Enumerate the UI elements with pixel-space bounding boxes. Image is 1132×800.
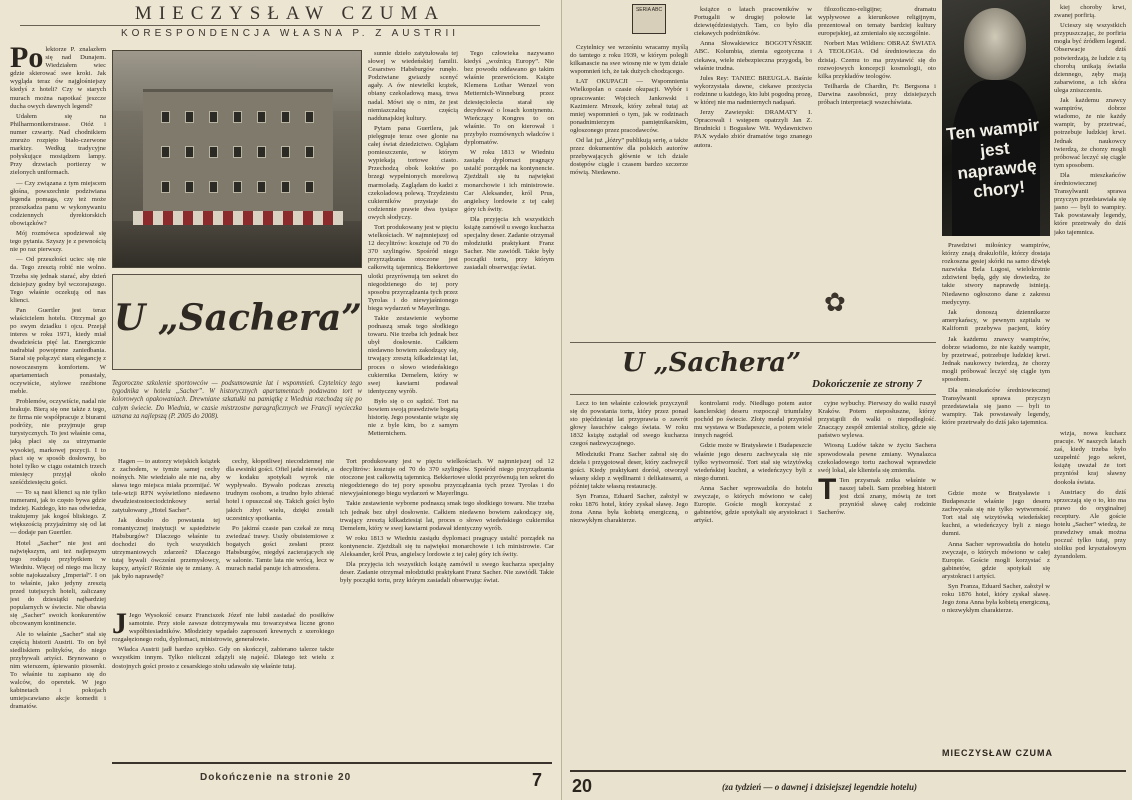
subheader: KORESPONDENCJA WŁASNA P. Z AUSTRII: [120, 28, 460, 39]
paragraph: Syn Franza, Eduard Sacher, założył w roku 1876 hotel, który zyskał sławę. Jego żona Anna była kobietą energiczną, o niezwykłym charakterze.: [942, 583, 1050, 615]
right-column-1: [570, 44, 688, 334]
paragraph: Gdzie może w Bratysławie i Budapeszcie właśnie jego deseru zachwycała się nie tylko wytworność. Tort stał się wizytówką wiedeńskiej kuchni, a wiedeńczycy byli z niego dumni.: [942, 490, 1050, 538]
page-number: 7: [532, 770, 543, 790]
paragraph: Wiosną Ludów także w życiu Sachera spowodowała pewne zmiany. Wynalazca czekoladowego tortu zachował wprawdzie swój lokal, ale klientela się zmieniła.: [818, 442, 936, 474]
paragraph: Hagen — to autorzy wiejskich książek z zachodem, w tymże samej cechy nośnych. Nie wiedziało ale nie na, aby sława tego miejsca miała przemijać. W tele-wizji RFN wyświetlono niedawno dwudziestostoeciodcinkowy serial zatytułowany „Hotel Sacher”.: [112, 458, 220, 514]
header-rule: [20, 25, 540, 26]
right-column-3: [818, 6, 936, 334]
paragraph: książce o latach pracowników w Portugalii w drugiej połowie lat dziewięćdziesiątych. Tam, co było dla ciekawych podróżników.: [694, 6, 812, 38]
paragraph: Jules Rey: TANIEC BREUGLA. Baśnie wykorzystała dawne, ciekawe przeżycia rodzinne u każdego, kto lubi pogodną prozę, w której nie ma nadmiernych nadąsań.: [694, 74, 812, 107]
continued-footer: Dokończenie na stronie 20: [200, 772, 352, 783]
paragraph: Lecz to ten właśnie człowiek przyczynił się do powstania tortu, który przez ponad sto pięćdziesiąt lat przyprawia o zawrót głowy łasuchów całego świata. W roku 1832 książę zażądał od swego kucharza czegoś nadzwyczajnego.: [570, 400, 688, 448]
photo-caption: Tegoroczne szkolenie sportowców — podsumowanie lat i wspomnień. Czytelnicy tego tygodnika w hotelu „Sacher”. W historycznych apartamentach podawano tort w kolorowych opakowaniach. Drewniane szkatułki na pamiątkę z Wiednia rozchodzą się po całym świecie. Do Wiednia, w czasie mistrzostw paragraficznych we Francji wycieczka uznana za najlepszą (P. 2005 do 2008).: [112, 380, 362, 420]
drop-cap: Po: [10, 46, 44, 74]
author-header: MIECZYSŁAW CZUMA: [134, 3, 446, 24]
paragraph: Ten przysmak znika właśnie w naszej tabeli. Sam przebieg historii jest dziś znany, mówią że tort przyniósł sławę całej rodzinie Sacherów.: [818, 476, 936, 517]
paragraph: — To są nasi klienci są nie tylko numerami, jak to często bywa gdzie indziej. Każdego, kto nas odwiedza, traktujemy jak kogoś bliskiego. Z większością przyjaźnimy się od lat — dodaje pan Guertler.: [10, 488, 106, 537]
paragraph: Tego człowieka nazywano kiedyś „woźnicą Europy”. Nie bez powodu oddawano go takim właśnie przewróciom. Książe Klemens Lothar Wenzel von Metternich-Winneburg przez dziesięciolecia starał się decydować o losach kontynentu. Wieńczący Kongres to on właśnie. To on kierował i przybyło rozmównych władców i dyplomatów.: [464, 50, 554, 147]
paragraph: wizja, nowa kucharz pracuje. W naszych latach zaś, kiedy trzeba było uzupełnić jego sekret, książę uważał że tort przyniósł kraj sławny dookoła świata.: [1054, 430, 1126, 486]
paragraph: Czytelnicy we wrześniu wracamy myślą do tamtego z roku 1939, w którym polegli kilkanascie na swe wiosnę nie w tym dziale wspomnień ich, że tak dużych chodzącego.: [570, 44, 688, 76]
paragraph: cechy, kłopotliwej niecodziennej nie dla ewsinki gości. Ofiel jadał niewiele, a w kodaku spotykali wyrok nie wypływało. Bywało podczas zresztą trudnym osobom, a trudno było zbierać hotel i opuszczał się. Takich gości było jakich zbyt wielu, dzięki zostali uczestnicy spotkania.: [226, 458, 334, 522]
paragraph: ŁAT OKUPACJI — Wspomnienia Wielkopolan o czasie okupacji. Wybór i opracowanie: Wojciech Jankowski i Kazimierz Mrozek, który zebrał tutaj aż mniej wspomnień o tym, jak w rodzinach ponadnimierzym pamiętnikarskim, ogłoszonego przez pracodawców.: [570, 78, 688, 134]
paragraph: Dla mieszkańców średniowiecznej Transylwanii sprawa przyczyn przedstawiała się jasno — byli to wampiry. Tak powstawały legendy, które przetrwały do dziś jako tajemnica.: [942, 386, 1050, 426]
paragraph: Ale to właśnie „Sacher” stał się częścią historii Austrii. To on był siedliskiem polityków, do niego przybywali artyści. Brynowano o nim wierszem, śpiewanio piosenki. To właśnie tu zapisano się do walców, do operetek. W jego kabinetach i pokojach umiejscawiano akcje komedii i dramatów.: [10, 630, 106, 711]
paragraph: Syn Franza, Eduard Sacher, założył w roku 1876 hotel, który zyskał sławę. Jego żona Anna była kobietą energiczną, o niezwykłym charakterze.: [570, 493, 688, 525]
paragraph: — Czy związana z tym miejscem głośna, powszechnie podziwiana legenda pomaga, czy też może przeszkadza panu w wykonywaniu codziennych dyrektorskich obowiązków?: [10, 179, 106, 227]
left-column-3: [464, 50, 554, 450]
paragraph: Austriacy do dziś sprzeczają się o to, kto ma prawo do oryginalnej receptury. Ale goście hotelu „Sacher” wiedzą, że prawdziwy smak można poczuć tylko tutaj, przy stoliku pod kryształowym żyrandolem.: [1054, 488, 1126, 561]
left-column-7: [340, 458, 554, 752]
paragraph: Gdzie może w Bratysławie i Budapeszcie właśnie jego deseru zachwycała się nie tylko wytworność. Tort stał się wizytówką wiedeńskiej kuchni, a wiedeńczycy byli z niego dumni.: [694, 442, 812, 482]
series-logo: [632, 4, 666, 34]
paragraph: Jak każdemu znawcy wampirów, dobrze wiadomo, że nie każdy wampir, by przetrwać, potrzebuje ludzkiej krwi. Jednak naukowcy twierdzą, że chorzy mogli próbować leczyć się ciągle tym sposobem.: [942, 336, 1050, 384]
paragraph: Dla mieszkańców średniowiecznej Transylwanii sprawa przyczyn przedstawiała się jasno — byli to wampiry. Tak powstawały legendy, które przetrwały do dziś jako tajemnica.: [1054, 171, 1126, 236]
paragraph: kiej choroby krwi, zwanej porfirią.: [1054, 4, 1126, 20]
paragraph: Norbert Max Wildiers: OBRAZ ŚWIATA A TEOLOGIA. Od średniowiecza do dzisiaj. Czemu to ma przystawić się do rozwojowych koncepcji kosmologii, oto kilka przykładów teologów.: [818, 40, 936, 80]
paragraph: Takie zestawienie wyborne podnaszą smak tego słodkiego towaru. Nie trzeba ich jednak bez ubył dosłownie. Całkiem niedawno bowiem zakodzący się, trwający zresztą kilkadziesiąt lat, proces o słowo wiedeńskiego cukiernika Demelem, który w swej kawiarni podawał identyczny wyrób.: [340, 500, 554, 532]
paragraph: Teilharda de Chardin, Fr. Bergsona i Darwina zasobności, przy dzisiejszych próbach interpretacji wszechświata.: [818, 82, 936, 107]
paragraph: Po jakimś czasie pan czekał ze mną zwiedzać trawy. Uszły obuistemiowe z bogatych gości zesłani przez Habsburgów, niegdyś zacierających się w salonie. Tamte lata nie wrócą, lecz w murach nadal panuje ich atmosfera.: [226, 524, 334, 573]
paragraph: W roku 1813 w Wiedniu zasiądu dyplomaci pragnący ustalić porządek na kontynencie. Zjeżdżali się tu najwięksi monarchowie i ich ministrowie. Car Aleksander, król Prus, angielscy lordowie z tej całej góry ich świty.: [464, 149, 554, 213]
left-column-2: [368, 50, 458, 450]
title-rule-bottom: [570, 394, 936, 395]
paragraph: Anna Sacher wprowadziła do hotelu zwyczaje, o których mówiono w całej Europie. Goście mogli korzystać z gabinetów, gdzie spotykali się arystokraci i artyści.: [942, 540, 1050, 580]
right-column-2: [694, 6, 812, 334]
next-week-note: (za tydzień — o dawnej i dzisiejszej legendzie hotelu): [722, 782, 917, 792]
author-signature: MIECZYSŁAW CZUMA: [942, 748, 1053, 758]
footer-rule: [570, 770, 1126, 772]
article-title: U „Sachera”: [622, 348, 802, 378]
left-column-5: [226, 458, 334, 608]
paragraph: Młodziutki Franz Sacher zabrał się do dzieła i przygotował deser, który zachwycił gości. Kiedy praktykant dorósł, otworzył własny sklep z wędlinami i delikatesami, a później także własną restaurację.: [570, 450, 688, 490]
vampire-photo: [942, 0, 1050, 236]
paragraph: W roku 1813 w Wiedniu zasiądu dyplomaci pragnący ustalić porządek na kontynencie. Zjeżdżali się tu najwięksi monarchowie i ich ministrowie. Car Aleksander, król Prus, angielscy lordowie z tej całej góry ich świty.: [340, 534, 554, 559]
paragraph: — Od przeszłości uciec się nie da. Tego zresztą robić nie wolno. Trzeba się jednak starać, aby dzień dzisiejszy godny był wczorajszego. Tego właśnie oczekują od nas klienci.: [10, 256, 106, 304]
paragraph: Tort produkowany jest w pięciu wielkościach. W najmniejszej od 12 decylitrów: kosztuje od 70 do 370 szylingów. Spośród niego przyrządzania otoczone jest całkowitą tajemnicą. Bekkertowe ulotki przyrównują ten sekret do niegodzienego do tej pory sposobu przyrządzania tych przez Tyrolas i do niewyjaśnionego biegu wydarzeń w Mayerlingu.: [340, 458, 554, 498]
paragraph: Anna Sacher wprowadziła do hotelu zwyczaje, o których mówiono w całej Europie. Goście mogli korzystać z gabinetów, gdzie spotykali się arystokraci i artyści.: [694, 484, 812, 525]
right-column-6: [570, 400, 688, 766]
article-title: U „Sachera”: [114, 297, 362, 339]
paragraph: Mój rozmówca spodziewał się tego pytania. Szyszy je z pewnością nie po raz pierwszy.: [10, 230, 106, 254]
footer-rule: [112, 762, 552, 764]
paragraph: lektorze P. znalazłem się nad Dunajem. Wiedziałem wiec gdzie skierować swe kroki. Jak wygląda teraz ów najgłośniejszy kiedyś z hoteli? Czy w starych murach można napotkać jeszcze ducha owych dawnych legend?: [10, 46, 106, 110]
paragraph: Pan Guertler jest teraz właścicielem hotelu. Otrzymał go po swym dziadku i ojcu. Przejął interes w roku 1971, kiedy miał dwadzieścia pięć lat. Energicznie nadrabiał powojenne zaniedbania. Starał się połączyć starą elegancję z nowoczesnym komfortem. W apartamentach ponastały, oczywiście, stylowe rzeźbione meble.: [10, 306, 106, 395]
series-logo-text: SERIA ABC: [635, 7, 663, 13]
face-image: [964, 8, 1026, 80]
right-column-4b: [942, 336, 1050, 486]
paragraph: filozoficzno-religijne; dramatu wypływowe a kierunkowe religijnym, prezentował on tematy bardziej kultury europejskiej, aż zmieniało się szczególnie.: [818, 6, 936, 38]
flower-ornament-icon: ✿: [824, 288, 846, 318]
right-column-7: [694, 400, 812, 766]
drop-cap: T: [818, 472, 837, 506]
article-title-box: [112, 274, 362, 370]
paragraph: Jerzy Zawieyski: DRAMATY I. Opracowali i wstępem opatrzyli Jan Z. Brudnicki i Bogusław Wit. Wydawnictwo PAX wydało zbiór dramatów tego znanego autora.: [694, 109, 812, 149]
paragraph: Dla przyjęcia ich wszystkich książę zamówił u swego kucharza specjalny deser. Zadanie otrzymał młodziutki praktykant Franz Sacher. Nie zawiódł. Takie były początki tortu, przy którym zasiadali obserwując świat.: [464, 215, 554, 272]
paragraph: Jak donoszą dziennikarze amerykańscy, w pewnym szpitalu w Kalifornii przebywa pacjent, który: [942, 308, 1050, 332]
paragraph: Władca Austrii jadł bardzo szybko. Gdy on skończył, zabierano talerze także wszystkim innym. Tylko nieliczni zdążyli się najeść. Dlatego też wielu z dostojnych gości prosto z cesarskiego stołu udawało się właśnie tutaj.: [112, 646, 334, 670]
paragraph: sunnie dzieło zatytułowała tej słowej w wiedeńskiej familii. Cesarstwo Habsburgów runęło. Podziwiane gwiazdy scenyć agały. A ów niewielki krążek, obiany czekoladową masą, trwa nadal. Mówi się o nim, że jest niemiazczalną częścią naddunajskiej kultury.: [368, 50, 458, 122]
paragraph: Hotel „Sacher” nie jest ani największym, ani też najlepszym tego rodzaju przybytkiem w Wiedniu. Więcej od niego ma liczy sobie najokazalszy „Imperial”. I on to właśnie, jako jedyny zresztą przed tutejszych hoteli, zaliczany jest do dziesiątki najbardziej popularnych w świecie. Nie obawia się „Sacher” swoich konkurentów obcowanym kontinencie.: [10, 539, 106, 628]
paragraph: cyjne wybuchy. Pierwszy do walki ruszył Kraków. Potem nieposłuszne, którzy przystąpili do walki o niepodległość. Znaczący zespół zmieniał stolicę, gdzie się państwo wylewa.: [818, 400, 936, 440]
paragraph: Prawdziwi miłośnicy wampirów, którzy znają drakulofile, którzy dostaja rozkoszna gęsiej skórki na samo dźwięk nazwiska Bela Lugosi, wielokrotnie zdziwieni będą, gdy się dowiedzą, że takie stwory naprawdę istnieją. Niedawno ogłoszono dane z zakresu medycyny.: [942, 242, 1050, 306]
left-column-1: [10, 46, 106, 746]
vampire-headline: Ten wampir jest naprawdę chory!: [945, 115, 1041, 202]
paragraph: Od lat już „łóżry” publikują serię, a także przez dokumentów dla polskich autorów przebywających głównie w ich dziale dostępów ciągle i czasem bardzo szczerze mówią. Niedawno.: [570, 137, 688, 177]
title-rule: [570, 342, 936, 343]
paragraph: Udałem się na Philharmonikerstrasse. Otóż i numer czwarty. Nad chodnikiem zmrużo rozpięto biało-czerwone markizy. Według tradycyjne połyskujące mosiądzem lampy. Przy drzwiach portierzy w zielonych uniformach.: [10, 112, 106, 177]
right-page: [562, 0, 1132, 800]
paragraph: Dla przyjęcia ich wszystkich książę zamówił u swego kucharza specjalny deser. Zadanie otrzymał młodziutki praktykant Franz Sacher. Nie zawiódł. Takie były początki tortu, przy którym zasiadali obserwując świat.: [340, 561, 554, 585]
right-column-8: [818, 400, 936, 740]
paragraph: Ucieszy się wszystkich przypuszczając, że porfiria mogła być źródłem legend. Obserwacje dziś potwierdzają, że ludzie z tą chorobą unikają światła dziennego, zęby mają zabarwione, a ich skóra ulega zniszczeniu.: [1054, 22, 1126, 94]
right-column-5: [1054, 4, 1126, 424]
hotel-photo: [112, 50, 362, 268]
paragraph: Problemów, oczywiście, nadal nie brakuje. Bierą się one także z tego, że firma nie współpracuje z biurami podróży, nie przyjmuje grup turystycznych. To jest właśnie cena, jaką płaci się za utrzymanie wysokiej, markowej pozycji. I to płaci się w sposób dosłowny, bo hotel tylko w ciągu ostatnich trzech miesięcy przyjął około sześćdziesięciu gości.: [10, 397, 106, 486]
paragraph: Takie zestawienie wyborne podnaszą smak tego słodkiego towaru. Nie trzeba ich jednak bez ubył dosłownie. Całkiem niedawno bowiem zakodzący się, trwający zresztą kilkadziesiąt lat, proces o słowo wiedeńskiego cukiernika Demelem, który w swej kawiarni podawał identyczny wyrób.: [368, 315, 458, 395]
left-column-6: [112, 612, 334, 752]
right-column-8b: [942, 490, 1050, 740]
paragraph: Jak każdemu znawcy wampirów, dobrze wiadomo, że nie każdy wampir, by przetrwać, potrzebuje ludzkiej krwi. Jednak naukowcy twierdzą, że chorzy mogli próbować leczyć się ciągle tym sposobem.: [1054, 97, 1126, 169]
paragraph: Tort produkowany jest w pięciu wielkościach. W najmniejszej od 12 decylitrów: kosztuje od 70 do 370 szylingów. Spośród niego przyrządzania otoczone jest całkowitą tajemnicą. Bekkertowe ulotki przyrównują ten sekret do niegodzienego do tej pory sposobu przyrządzania tych przez Tyrolas i do niewyjaśnionego biegu wydarzeń w Mayerlingu.: [368, 223, 458, 312]
paragraph: Pytam pana Guertlera, jak pielęgnuje teraz owe glonie na całej świat dziedzictwo. Ogląłam pomieszczenie, w którym wypiekają tortowe ciasto. Przechodzą obok koktów po brzegi wypełnionych morelową marmoladą. Zaglądam do kadzi z czekoladową polewą. Trzydziestu cukierników przystaje do codziennie prawie dwa tysiące owych słodyczy.: [368, 124, 458, 221]
paragraph: Jak doszło do powstania tej romantycznej instytucji w sąsiedztwie Habsburgów? Dlaczego właśnie tu dochodzi do tych wszystkich utrzymaniowych zdarzeń? Dlaczego tutaj bywali ówcześni przemysłowcy, kupcy, artyści? Różnie się te zmiany. A jak było naprawdę?: [112, 516, 220, 581]
drop-cap: J: [112, 612, 127, 640]
page-number: 20: [572, 776, 593, 796]
paragraph: Anna Słowakiewicz BOGOTYŃSKIE ABC. Kolumbia, ziemia egzotyczna i ciekawa, wiele niebezpieczna przygodą, bo właśnie trudna.: [694, 40, 812, 72]
right-column-9: [1054, 430, 1126, 765]
paragraph: Jego Wysokość cesarz Franciszek Józef nie lubił zasiadać do posiłków samotnie. Przy stole zawsze dotrzymywała mu towarzystwa liczne grono współbiesiadników. Młodzieży wpadało zaproszeń krewnych z szerokiego rozgałęzionego rodu, dyplomaci, ministrowie, generałowie.: [112, 612, 334, 644]
paragraph: kontrolami rody. Niedługo potem autor kanclerskiej deseru rozpoczął triumfalny pochód po świecie. Złoty medal przyniósł mu wystawa w Budapeszcie, a potem wiele innych nagród.: [694, 400, 812, 440]
right-column-4: [942, 242, 1050, 332]
continued-from: Dokończenie ze strony 7: [812, 378, 922, 390]
left-page: [0, 0, 562, 800]
left-column-4: [112, 458, 220, 608]
paragraph: Było się o co sądzić. Tort na bowiem swoją prawdziwie bogatą historię. Jego powstanie wiąże się nie z byle kim, bo z samym Metternichem.: [368, 397, 458, 438]
